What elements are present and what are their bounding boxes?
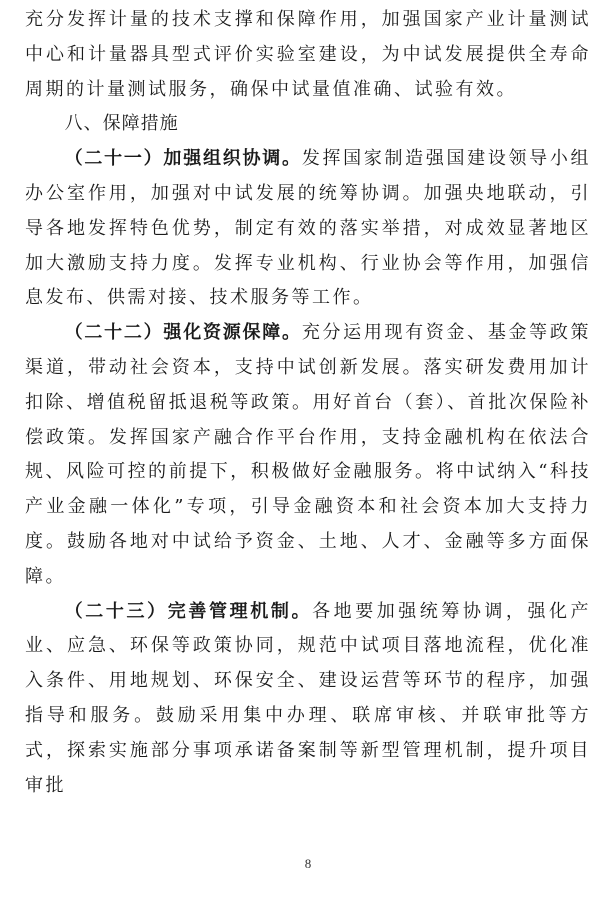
measure-item-22 — [25, 316, 591, 594]
item-title: （二十二）强化资源保障。 — [64, 322, 302, 344]
section-heading: 八、保障措施 — [64, 113, 179, 135]
item-body: 发挥国家制造强国建设领导小组办公室作用，加强对中试发展的统筹协调。加强央地联动，引导各地发挥特色优势，制定有效的落实举措，对成效显著地区加大激励支持力度。发挥专业机构、行业协会等作用，加强信息发布、供需对接、技术服务等工作。 — [25, 148, 591, 309]
item-title: （二十三）完善管理机制。 — [64, 600, 313, 622]
intro-paragraph: 充分发挥计量的技术支撑和保障作用，加强国家产业计量测试中心和计量器具型式评价实验室建设，为中试发展提供全寿命周期的计量测试服务，确保中试量值准确、试验有效。 — [25, 9, 591, 100]
item-body: 充分运用现有资金、基金等政策渠道，带动社会资本，支持中试创新发展。落实研发费用加计扣除、增值税留抵退税等政策。用好首台（套）、首批次保险补偿政策。发挥国家产融合作平台作用，支持金融机构在依法合规、风险可控的前提下，积极做好金融服务。将中试纳入“科技产业金融一体化”专项，引导金融资本和社会资本加大支持力度。鼓励各地对中试给予资金、土地、人才、金融等多方面保障。 — [25, 322, 591, 587]
item-title: （二十一）加强组织协调。 — [64, 148, 302, 170]
measure-item-21 — [25, 142, 591, 316]
measure-item-23 — [25, 595, 591, 804]
page-number: 8 — [304, 856, 312, 871]
item-body: 各地要加强统筹协调，强化产业、应急、环保等政策协同，规范中试项目落地流程，优化准入条件、用地规划、环保安全、建设运营等环节的程序，加强指导和服务。鼓励采用集中办理、联席审核、并联审批等方式，探索实施部分事项承诺备案制等新型管理机制，提升项目审批 — [25, 600, 592, 796]
document-page — [25, 0, 591, 803]
